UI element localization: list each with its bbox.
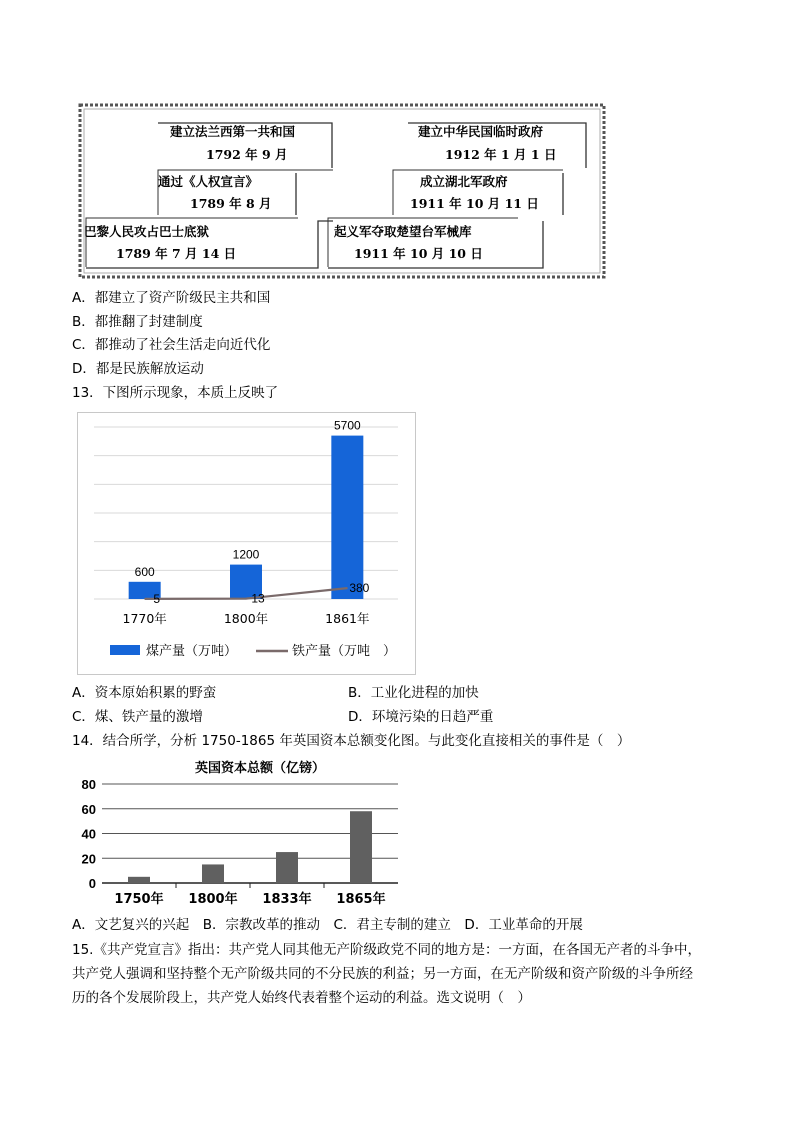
revolution-timeline-figure bbox=[78, 103, 606, 279]
china-event-2: 成立湖北军政府 bbox=[420, 174, 508, 189]
y-tick-label: 40 bbox=[81, 826, 96, 842]
capital-bar bbox=[350, 811, 372, 883]
q12-option-c: C．都推动了社会生活走向近代化 bbox=[72, 337, 271, 353]
france-date-3: 1792 年 9 月 bbox=[206, 147, 288, 162]
coal-bar-label: 5700 bbox=[333, 418, 361, 433]
y-tick-label: 60 bbox=[81, 801, 96, 817]
q13-option-d: D．环境污染的日趋严重 bbox=[348, 709, 494, 725]
chart-title: 英国资本总额（亿镑） bbox=[194, 761, 326, 776]
china-date-1: 1911 年 10 月 10 日 bbox=[354, 246, 483, 261]
q13-stem: 13．下图所示现象，本质上反映了 bbox=[72, 385, 279, 401]
q12-option-a: A．都建立了资产阶级民主共和国 bbox=[72, 290, 271, 306]
france-date-2: 1789 年 8 月 bbox=[190, 196, 272, 211]
x-tick-label: 1750年 bbox=[114, 892, 164, 907]
china-date-2: 1911 年 10 月 11 日 bbox=[410, 196, 539, 211]
x-tick-label: 1770年 bbox=[122, 611, 167, 626]
iron-point bbox=[246, 598, 247, 599]
france-event-2: 通过《人权宣言》 bbox=[158, 174, 259, 189]
q15-line-2: 共产党人强调和坚持整个无产阶级共同的不分民族的利益；另一方面，在无产阶级和资产阶级的斗争所经 bbox=[72, 966, 693, 982]
x-tick-label: 1800年 bbox=[188, 892, 238, 907]
iron-point-label: 13 bbox=[251, 591, 265, 606]
china-event-3: 建立中华民国临时政府 bbox=[418, 124, 544, 139]
coal-bar bbox=[331, 436, 363, 599]
q13-option-c: C．煤、铁产量的激增 bbox=[72, 709, 203, 725]
china-date-3: 1912 年 1 月 1 日 bbox=[445, 147, 557, 162]
q14-stem: 14．结合所学，分析 1750-1865 年英国资本总额变化图。与此变化直接相关的事件是（ ） bbox=[72, 733, 631, 749]
x-tick-label: 1833年 bbox=[262, 892, 312, 907]
iron-point bbox=[347, 588, 348, 589]
x-tick-label: 1800年 bbox=[223, 611, 269, 626]
uk-capital-chart bbox=[72, 752, 412, 912]
q15-line-1: 15.《共产党宣言》指出：共产党人同其他无产阶级政党不同的地方是：一方面，在各国无产者的斗争中， bbox=[72, 942, 701, 958]
uk-capital-chart-svg bbox=[72, 752, 412, 912]
france-date-1: 1789 年 7 月 14 日 bbox=[116, 246, 237, 261]
capital-bar bbox=[128, 877, 150, 883]
coal-bar-label: 1200 bbox=[232, 547, 260, 562]
q15-line-3: 历的各个发展阶段上，共产党人始终代表着整个运动的利益。选文说明（ ） bbox=[72, 990, 531, 1006]
legend-coal-label: 煤产量（万吨） bbox=[146, 644, 238, 659]
coal-iron-chart bbox=[77, 412, 416, 675]
x-tick-label: 1865年 bbox=[336, 892, 386, 907]
x-tick-label: 1861年 bbox=[325, 611, 370, 626]
q13-option-a: A．资本原始积累的野蛮 bbox=[72, 685, 217, 701]
france-event-3: 建立法兰西第一共和国 bbox=[170, 124, 296, 139]
iron-point-label: 380 bbox=[349, 581, 370, 596]
coal-bar-label: 600 bbox=[134, 564, 155, 579]
capital-bar bbox=[202, 864, 224, 883]
q12-option-b: B．都推翻了封建制度 bbox=[72, 314, 203, 330]
legend-coal-swatch bbox=[110, 645, 140, 655]
q14-options: A．文艺复兴的兴起 B．宗教改革的推动 C．君主专制的建立 D．工业革命的开展 bbox=[72, 917, 583, 933]
iron-point bbox=[144, 598, 145, 599]
iron-point-label: 5 bbox=[153, 591, 161, 606]
capital-bar bbox=[276, 852, 298, 883]
y-tick-label: 80 bbox=[81, 777, 96, 792]
china-event-1: 起义军夺取楚望台军械库 bbox=[334, 224, 472, 239]
coal-iron-chart-svg bbox=[78, 413, 415, 674]
france-event-1: 巴黎人民攻占巴士底狱 bbox=[84, 224, 210, 239]
q12-option-d: D．都是民族解放运动 bbox=[72, 361, 204, 377]
y-tick-label: 20 bbox=[81, 851, 96, 867]
legend-iron-label: 铁产量（万吨 ） bbox=[292, 644, 397, 659]
y-tick-label: 0 bbox=[88, 876, 96, 891]
q13-option-b: B．工业化进程的加快 bbox=[348, 685, 479, 701]
